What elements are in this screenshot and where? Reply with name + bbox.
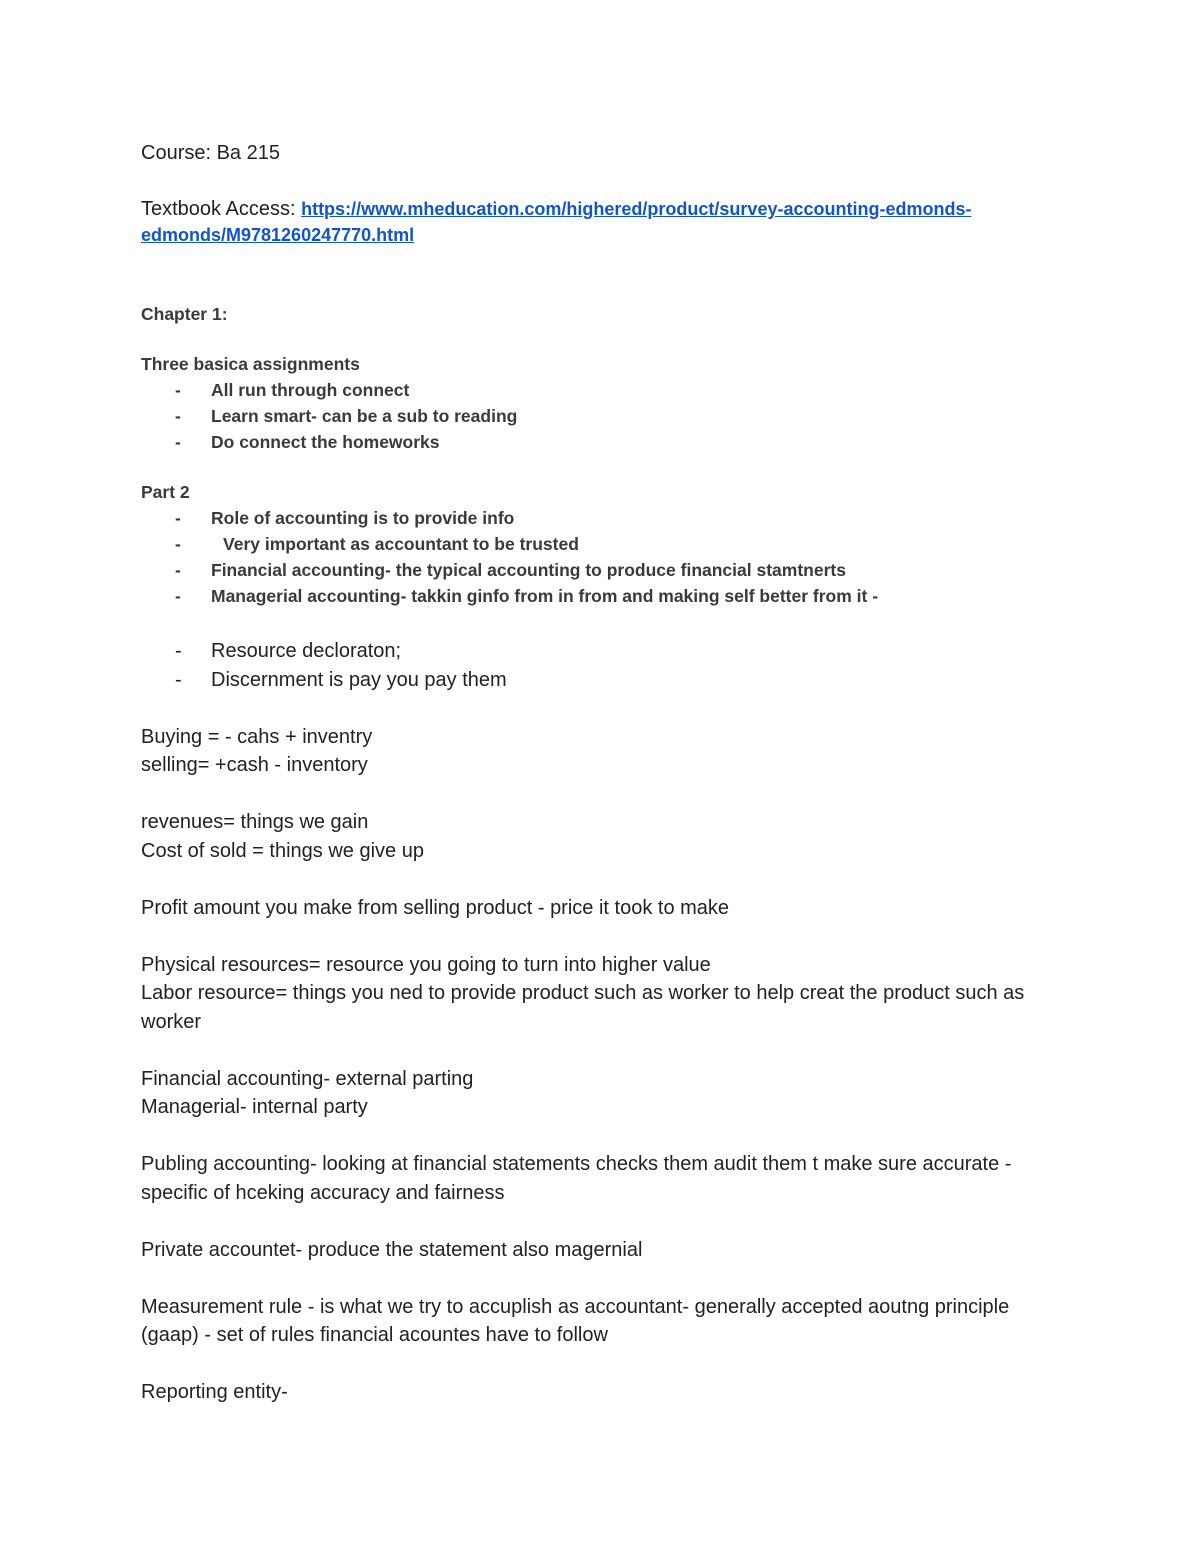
bullet-dash: -	[175, 559, 181, 580]
spacer	[141, 248, 1061, 277]
plain-list	[141, 637, 1061, 694]
list-item-text: Resource decloraton;	[211, 640, 402, 662]
list-item	[141, 583, 1061, 609]
list-item-text: Financial accounting- the typical accounting to produce financial stamtnerts	[211, 559, 846, 580]
private-accountant-line: Private accountet- produce the statement also magernial	[141, 1238, 643, 1261]
labor-resource-paragraph: Labor resource= things you ned to provide product such as worker to help creat the product such as worker	[141, 982, 1025, 1033]
list-item-text: All run through connect	[211, 379, 410, 400]
revenues-line: revenues= things we gain	[141, 811, 369, 833]
reporting-entity-line: Reporting entity-	[141, 1381, 288, 1403]
spacer	[141, 168, 1061, 197]
spacer	[141, 694, 1061, 723]
bullet-dash: -	[175, 640, 182, 662]
spacer	[141, 1350, 1061, 1379]
list-item	[141, 377, 1061, 403]
bullet-dash: -	[175, 405, 181, 426]
bullet-dash: -	[175, 507, 181, 528]
bullet-dash: -	[175, 533, 181, 554]
textbook-label: Textbook Access:	[141, 198, 302, 220]
assignments-heading: Three basica assignments	[141, 353, 360, 374]
course-line: Course: Ba 215	[141, 142, 280, 164]
list-item	[141, 531, 1061, 557]
cost-of-sold-line: Cost of sold = things we give up	[141, 839, 424, 862]
list-item	[141, 505, 1061, 531]
list-item-text: Do connect the homeworks	[211, 431, 440, 452]
assignments-list	[141, 377, 1061, 455]
spacer	[141, 780, 1061, 809]
list-item-text: Discernment is pay you pay them	[211, 668, 507, 691]
list-item-text: Very important as accountant to be trusted	[223, 533, 579, 554]
textbook-access	[141, 196, 1061, 248]
buying-line: Buying = - cahs + inventry	[141, 725, 373, 748]
list-item	[141, 403, 1061, 429]
bullet-dash: -	[175, 431, 181, 452]
bullet-dash: -	[175, 379, 181, 400]
part2-list	[141, 505, 1061, 609]
spacer	[141, 1036, 1061, 1065]
list-item-text: Role of accounting is to provide info	[211, 507, 515, 528]
textbook-url-part-1: https://www.mheducation.com/highered/product/survey-accounting-edmonds-	[301, 199, 972, 219]
list-item	[141, 666, 1061, 695]
list-item-text: Learn smart- can be a sub to reading	[211, 405, 518, 426]
spacer	[141, 1122, 1061, 1151]
bullet-dash: -	[175, 668, 182, 691]
list-item	[141, 637, 1061, 666]
profit-line: Profit amount you make from selling product - price it took to make	[141, 896, 730, 919]
spacer	[141, 865, 1061, 894]
financial-accounting-line: Financial accounting- external parting	[141, 1067, 474, 1090]
managerial-line: Managerial- internal party	[141, 1096, 368, 1118]
list-item-text: Managerial accounting- takkin ginfo from in from and making self better from it -	[211, 585, 879, 606]
document-page	[141, 139, 1061, 1407]
spacer	[141, 455, 1061, 479]
spacer	[141, 1264, 1061, 1293]
part2-heading: Part 2	[141, 481, 190, 502]
spacer	[141, 1207, 1061, 1236]
physical-resources-line: Physical resources= resource you going to turn into higher value	[141, 953, 711, 976]
chapter-heading: Chapter 1:	[141, 303, 228, 324]
spacer	[141, 277, 1061, 301]
textbook-url-part-2: edmonds/M9781260247770.html	[141, 225, 415, 245]
spacer	[141, 609, 1061, 638]
spacer	[141, 327, 1061, 351]
bullet-dash: -	[175, 585, 181, 606]
measurement-rule-paragraph: Measurement rule - is what we try to accuplish as accountant- generally accepted aoutng principle (gaap) - set of rules financial acountes have to follow	[141, 1295, 1010, 1346]
list-item	[141, 429, 1061, 455]
spacer	[141, 922, 1061, 951]
selling-line: selling= +cash - inventory	[141, 754, 368, 776]
publing-accounting-paragraph: Publing accounting- looking at financial statements checks them audit them t make sure accurate - specific of hceking accuracy and fairness	[141, 1153, 1012, 1204]
list-item	[141, 557, 1061, 583]
